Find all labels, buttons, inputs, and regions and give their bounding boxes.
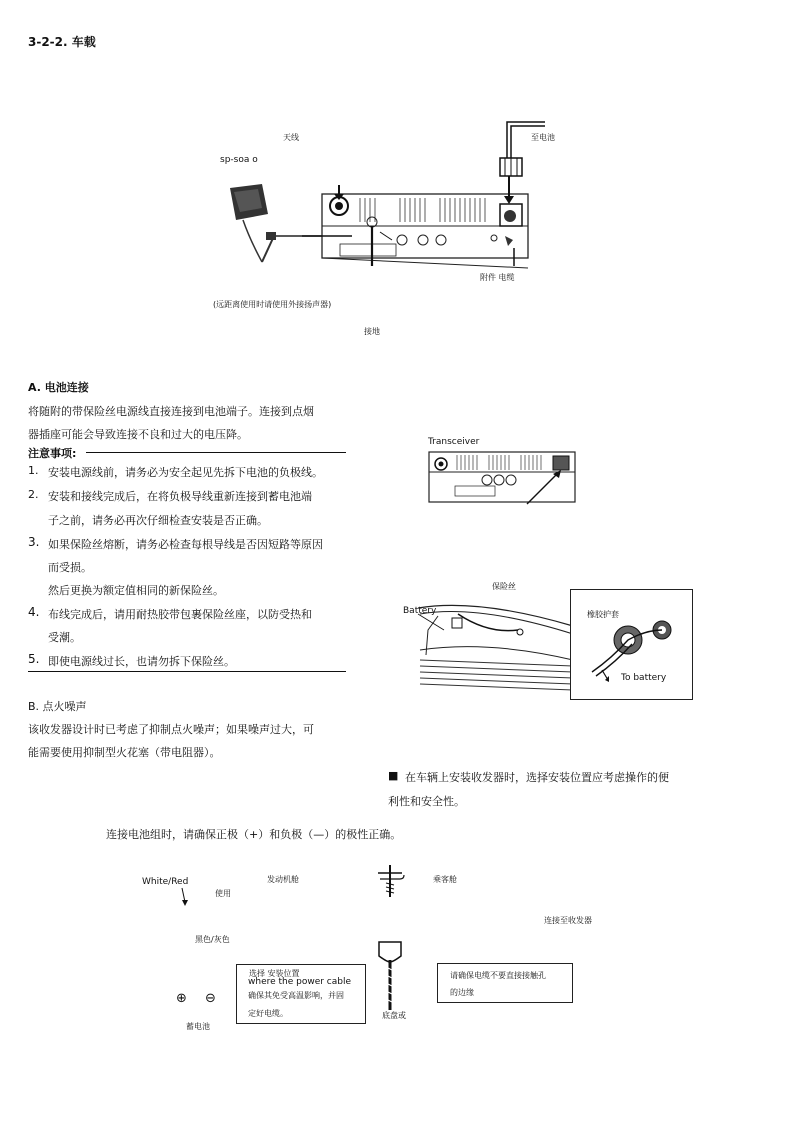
transceiver-rear-drawing: [427, 448, 577, 508]
to-battery-english: To battery: [621, 673, 667, 683]
minus-terminal-icon: ⊖: [205, 991, 216, 1006]
fuse-label: 保险丝: [492, 582, 516, 591]
engine-bay-label: 发动机舱: [267, 875, 299, 884]
to-battery-label: 至电池: [531, 133, 555, 142]
battery-label: 蓄电池: [186, 1022, 210, 1031]
caution-item-text: 子之前，请务必再次仔细检查安装是否正确。: [48, 514, 268, 527]
caution-item-text: 如果保险丝熔断，请务必检查每根导线是否因短路等原因: [48, 538, 323, 551]
chassis-label: 底盘或: [382, 1011, 406, 1020]
hole-edge-note-line1: 请确保电缆不要直接接触孔: [450, 971, 546, 980]
caution-item-text: 受潮。: [48, 631, 81, 644]
black-gray-label: 黑色/灰色: [195, 935, 230, 944]
caution-item-text: 安装和接线完成后，在将负极导线重新连接到蓄电池端: [48, 490, 312, 503]
section-a-para-line2: 器插座可能会导致连接不良和过大的电压降。: [28, 428, 248, 441]
section-a-title: A. 电池连接: [28, 381, 89, 394]
install-note-bullet: ■: [388, 769, 399, 782]
plus-terminal-icon: ⊕: [176, 991, 187, 1006]
to-transceiver-label: 连接至收发器: [544, 916, 592, 925]
firewall-bolt-icon: [374, 863, 410, 901]
transceiver-label: Transceiver: [428, 437, 480, 447]
grommet-label: 橡胶护套: [587, 610, 619, 619]
section-b-line2: 能需要使用抑制型火花塞（带电阻器）。: [28, 746, 221, 759]
install-note-line1: 在车辆上安装收发器时，选择安装位置应考虑操作的便: [405, 771, 669, 784]
use-label: 使用: [215, 889, 231, 898]
engine-bay-drawing: [398, 600, 578, 700]
radio-and-speaker-drawing: [0, 0, 793, 340]
white-red-arrow: [176, 886, 196, 916]
caution-item-text: 即使电源线过长，也请勿拆下保险丝。: [48, 655, 235, 668]
ground-label: 接地: [364, 327, 380, 336]
routing-note-line1: 选择 安装位置: [249, 969, 300, 978]
routing-note-line4: 定好电缆。: [248, 1009, 288, 1018]
caution-item-number: 4.: [28, 605, 40, 619]
antenna-label: 天线: [283, 133, 299, 142]
caution-item-number: 2.: [28, 488, 39, 501]
passenger-cabin-label: 乘客舱: [433, 875, 457, 884]
routing-note-line2: where the power cable: [248, 977, 352, 987]
white-red-label: White/Red: [142, 877, 189, 887]
install-note-line2: 利性和安全性。: [388, 795, 465, 808]
caution-item-text: 布线完成后，请用耐热胶带包裹保险丝座，以防受热和: [48, 608, 312, 621]
battery-label-english: Battery: [403, 606, 437, 616]
caution-item-number: 5.: [28, 652, 40, 666]
polarity-note: 连接电池组时，请确保正极（+）和负极（—）的极性正确。: [106, 828, 402, 841]
caution-item-text: 而受损。: [48, 561, 92, 574]
section-b-title: B. 点火噪声: [28, 700, 87, 713]
caution-title: 注意事项:: [28, 447, 77, 460]
caution-rule-top: [86, 452, 346, 453]
caution-item-text: 安装电源线前，请务必为安全起见先拆下电池的负极线。: [48, 466, 323, 479]
hole-edge-note-line2: 的边缘: [450, 988, 474, 997]
caution-item-number: 1.: [28, 464, 39, 477]
section-a-para-line1: 将随附的带保险丝电源线直接连接到电池端子。连接到点烟: [28, 405, 314, 418]
section-title: 3-2-2. 车载: [28, 35, 96, 49]
caution-item-text: 然后更换为额定值相同的新保险丝。: [48, 584, 224, 597]
accessory-cable-label: 附件 电缆: [480, 273, 515, 282]
caution-rule-bottom: [28, 671, 346, 672]
routing-note-line3: 确保其免受高温影响，并固: [248, 991, 344, 1000]
external-speaker-note: (远距离使用时请使用外接扬声器): [213, 300, 332, 309]
section-b-line1: 该收发器设计时已考虑了抑制点火噪声；如果噪声过大，可: [28, 723, 314, 736]
chassis-bolt-icon: [373, 938, 409, 1018]
caution-item-number: 3.: [28, 535, 40, 549]
speaker-model-label: sp-soa o: [220, 155, 258, 165]
